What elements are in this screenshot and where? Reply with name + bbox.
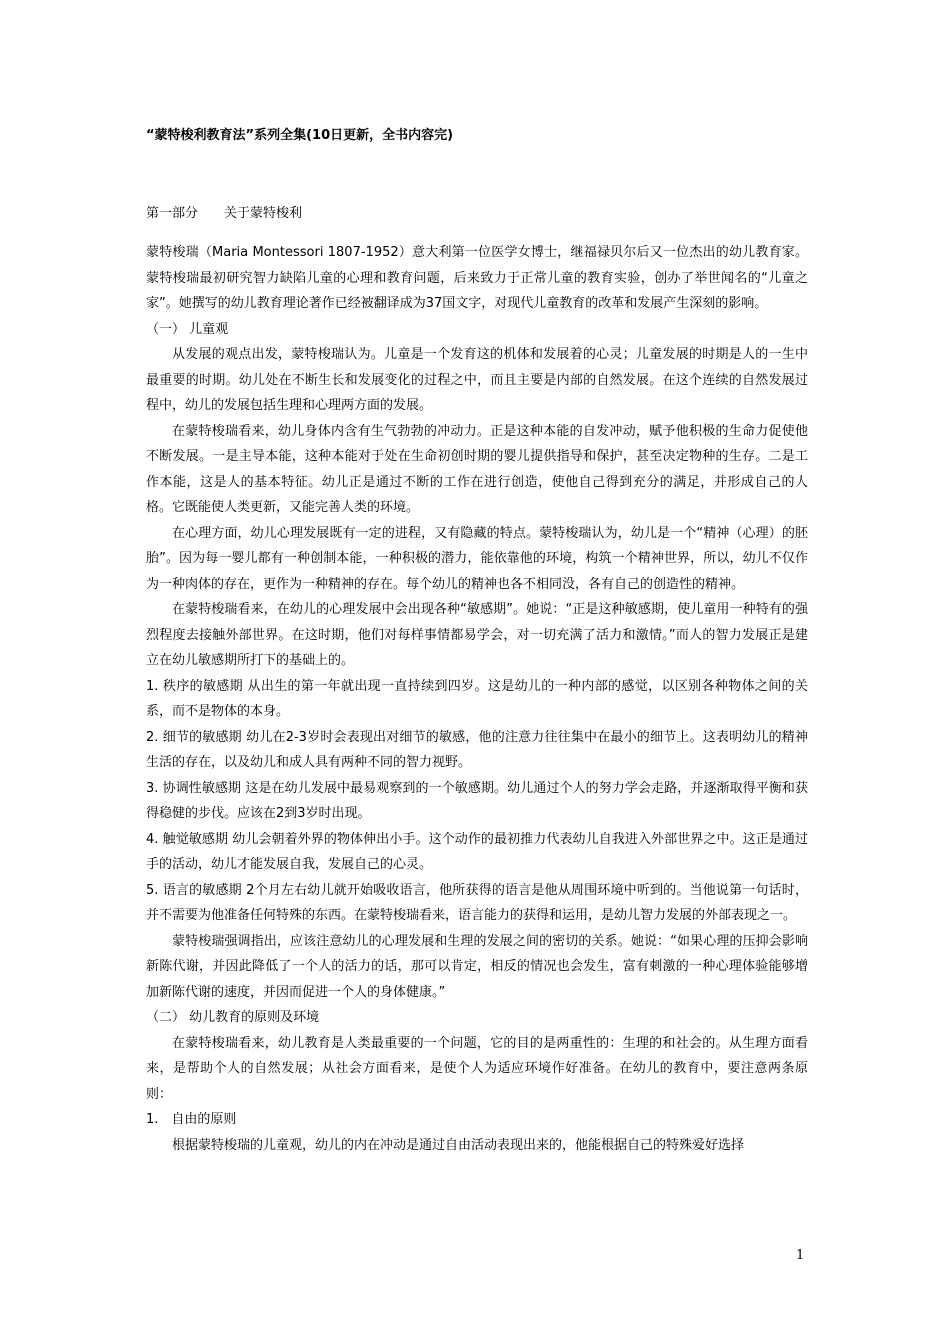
section-heading [146, 202, 302, 221]
list-item: 1. 秩序的敏感期 从出生的第一年就出现一直持续到四岁。这是幼儿的一种内部的感觉，以区别各种物体之间的关系，而不是物体的本身。 [146, 678, 808, 719]
page-number: 1 [796, 1248, 805, 1263]
section-name: 关于蒙特梭利 [224, 206, 303, 221]
paragraph: 根据蒙特梭瑞的儿童观，幼儿的内在冲动是通过自由活动表现出来的，他能根据自己的特殊爱好选择 [172, 1137, 745, 1153]
document-body [146, 240, 808, 1158]
list-item: 1. 自由的原则 [146, 1112, 237, 1127]
subheading: （二） 幼儿教育的原则及环境 [146, 1010, 320, 1025]
list-item: 4. 触觉敏感期 幼儿会朝着外界的物体伸出小手。这个动作的最初推力代表幼儿自我进入外部世界之中。这正是通过手的活动，幼儿才能发展自我，发展自己的心灵。 [146, 831, 808, 872]
section-part: 第一部分 [146, 206, 199, 221]
list-item: 3. 协调性敏感期 这是在幼儿发展中最易观察到的一个敏感期。幼儿通过个人的努力学会走路，并逐渐取得平衡和获得稳健的步伐。应该在2到3岁时出现。 [146, 780, 808, 821]
list-item: 2. 细节的敏感期 幼儿在2-3岁时会表现出对细节的敏感，他的注意力往往集中在最小的细节上。这表明幼儿的精神生活的存在，以及幼儿和成人具有两种不同的智力视野。 [146, 729, 808, 770]
list-item: 5. 语言的敏感期 2个月左右幼儿就开始吸收语言，他所获得的语言是他从周围环境中听到的。当他说第一句话时，并不需要为他准备任何特殊的东西。在蒙特梭瑞看来，语言能力的获得和运用，是幼儿智力发展的外部表现之一。 [146, 882, 808, 923]
paragraph: 在蒙特梭瑞看来，幼儿教育是人类最重要的一个问题，它的目的是两重性的：生理的和社会的。从生理方面看来，是帮助个人的自然发展；从社会方面看来，是使个人为适应环境作好准备。在幼儿的教育中，要注意两条原则： [146, 1035, 808, 1102]
subheading: （一） 儿童观 [146, 321, 229, 337]
paragraph: 蒙特梭瑞强调指出，应该注意幼儿的心理发展和生理的发展之间的密切的关系。她说：“如果心理的压抑会影响新陈代谢，并因此降低了一个人的活力的话，那可以肯定，相反的情况也会发生，富有刺激的一种心理体验能够增加新陈代谢的速度，并因而促进一个人的身体健康。” [146, 933, 808, 1000]
paragraph: 在蒙特梭瑞看来，在幼儿的心理发展中会出现各种“敏感期”。她说：“正是这种敏感期，使儿童用一种特有的强烈程度去接触外部世界。在这时期，他们对每样事情都易学会，对一切充满了活力和激情。”而人的智力发展正是建立在幼儿敏感期所打下的基础上的。 [146, 602, 808, 668]
paragraph: 从发展的观点出发，蒙特梭瑞认为。儿童是一个发育这的机体和发展着的心灵；儿童发展的时期是人的一生中最重要的时期。幼儿处在不断生长和发展变化的过程之中，而且主要是内部的自然发展。在这个连续的自然发展过程中，幼儿的发展包括生理和心理两方面的发展。 [146, 347, 808, 413]
document-title: “蒙特梭利教育法”系列全集(10日更新，全书内容完) [146, 128, 454, 143]
paragraph: 在蒙特梭瑞看来，幼儿身体内含有生气勃勃的冲动力。正是这种本能的自发冲动，赋予他积极的生命力促使他不断发展。一是主导本能，这种本能对于处在生命初创时期的婴儿提供指导和保护，甚至决定物种的生存。二是工作本能，这是人的基本特征。幼儿正是通过不断的工作在进行创造，使他自己得到充分的满足，并形成自己的人格。它既能使人类更新，又能完善人类的环境。 [146, 423, 808, 515]
paragraph: 蒙特梭瑞（Maria Montessori 1807-1952）意大利第一位医学女博士，继福禄贝尔后又一位杰出的幼儿教育家。蒙特梭瑞最初研究智力缺陷儿童的心理和教育问题，后来致力于正常儿童的教育实验，创办了举世闻名的“儿童之家”。她撰写的幼儿教育理论著作已经被翻译成为37国文字，对现代儿童教育的改革和发展产生深刻的影响。 [146, 245, 808, 311]
paragraph: 在心理方面，幼儿心理发展既有一定的进程，又有隐藏的特点。蒙特梭瑞认为，幼儿是一个“精神（心理）的胚胎”。因为每一婴儿都有一种创制本能，一种积极的潜力，能依靠他的环境，构筑一个精神世界，所以，幼儿不仅作为一种肉体的存在，更作为一种精神的存在。每个幼儿的精神也各不相同没，各有自己的创造性的精神。 [146, 525, 808, 592]
